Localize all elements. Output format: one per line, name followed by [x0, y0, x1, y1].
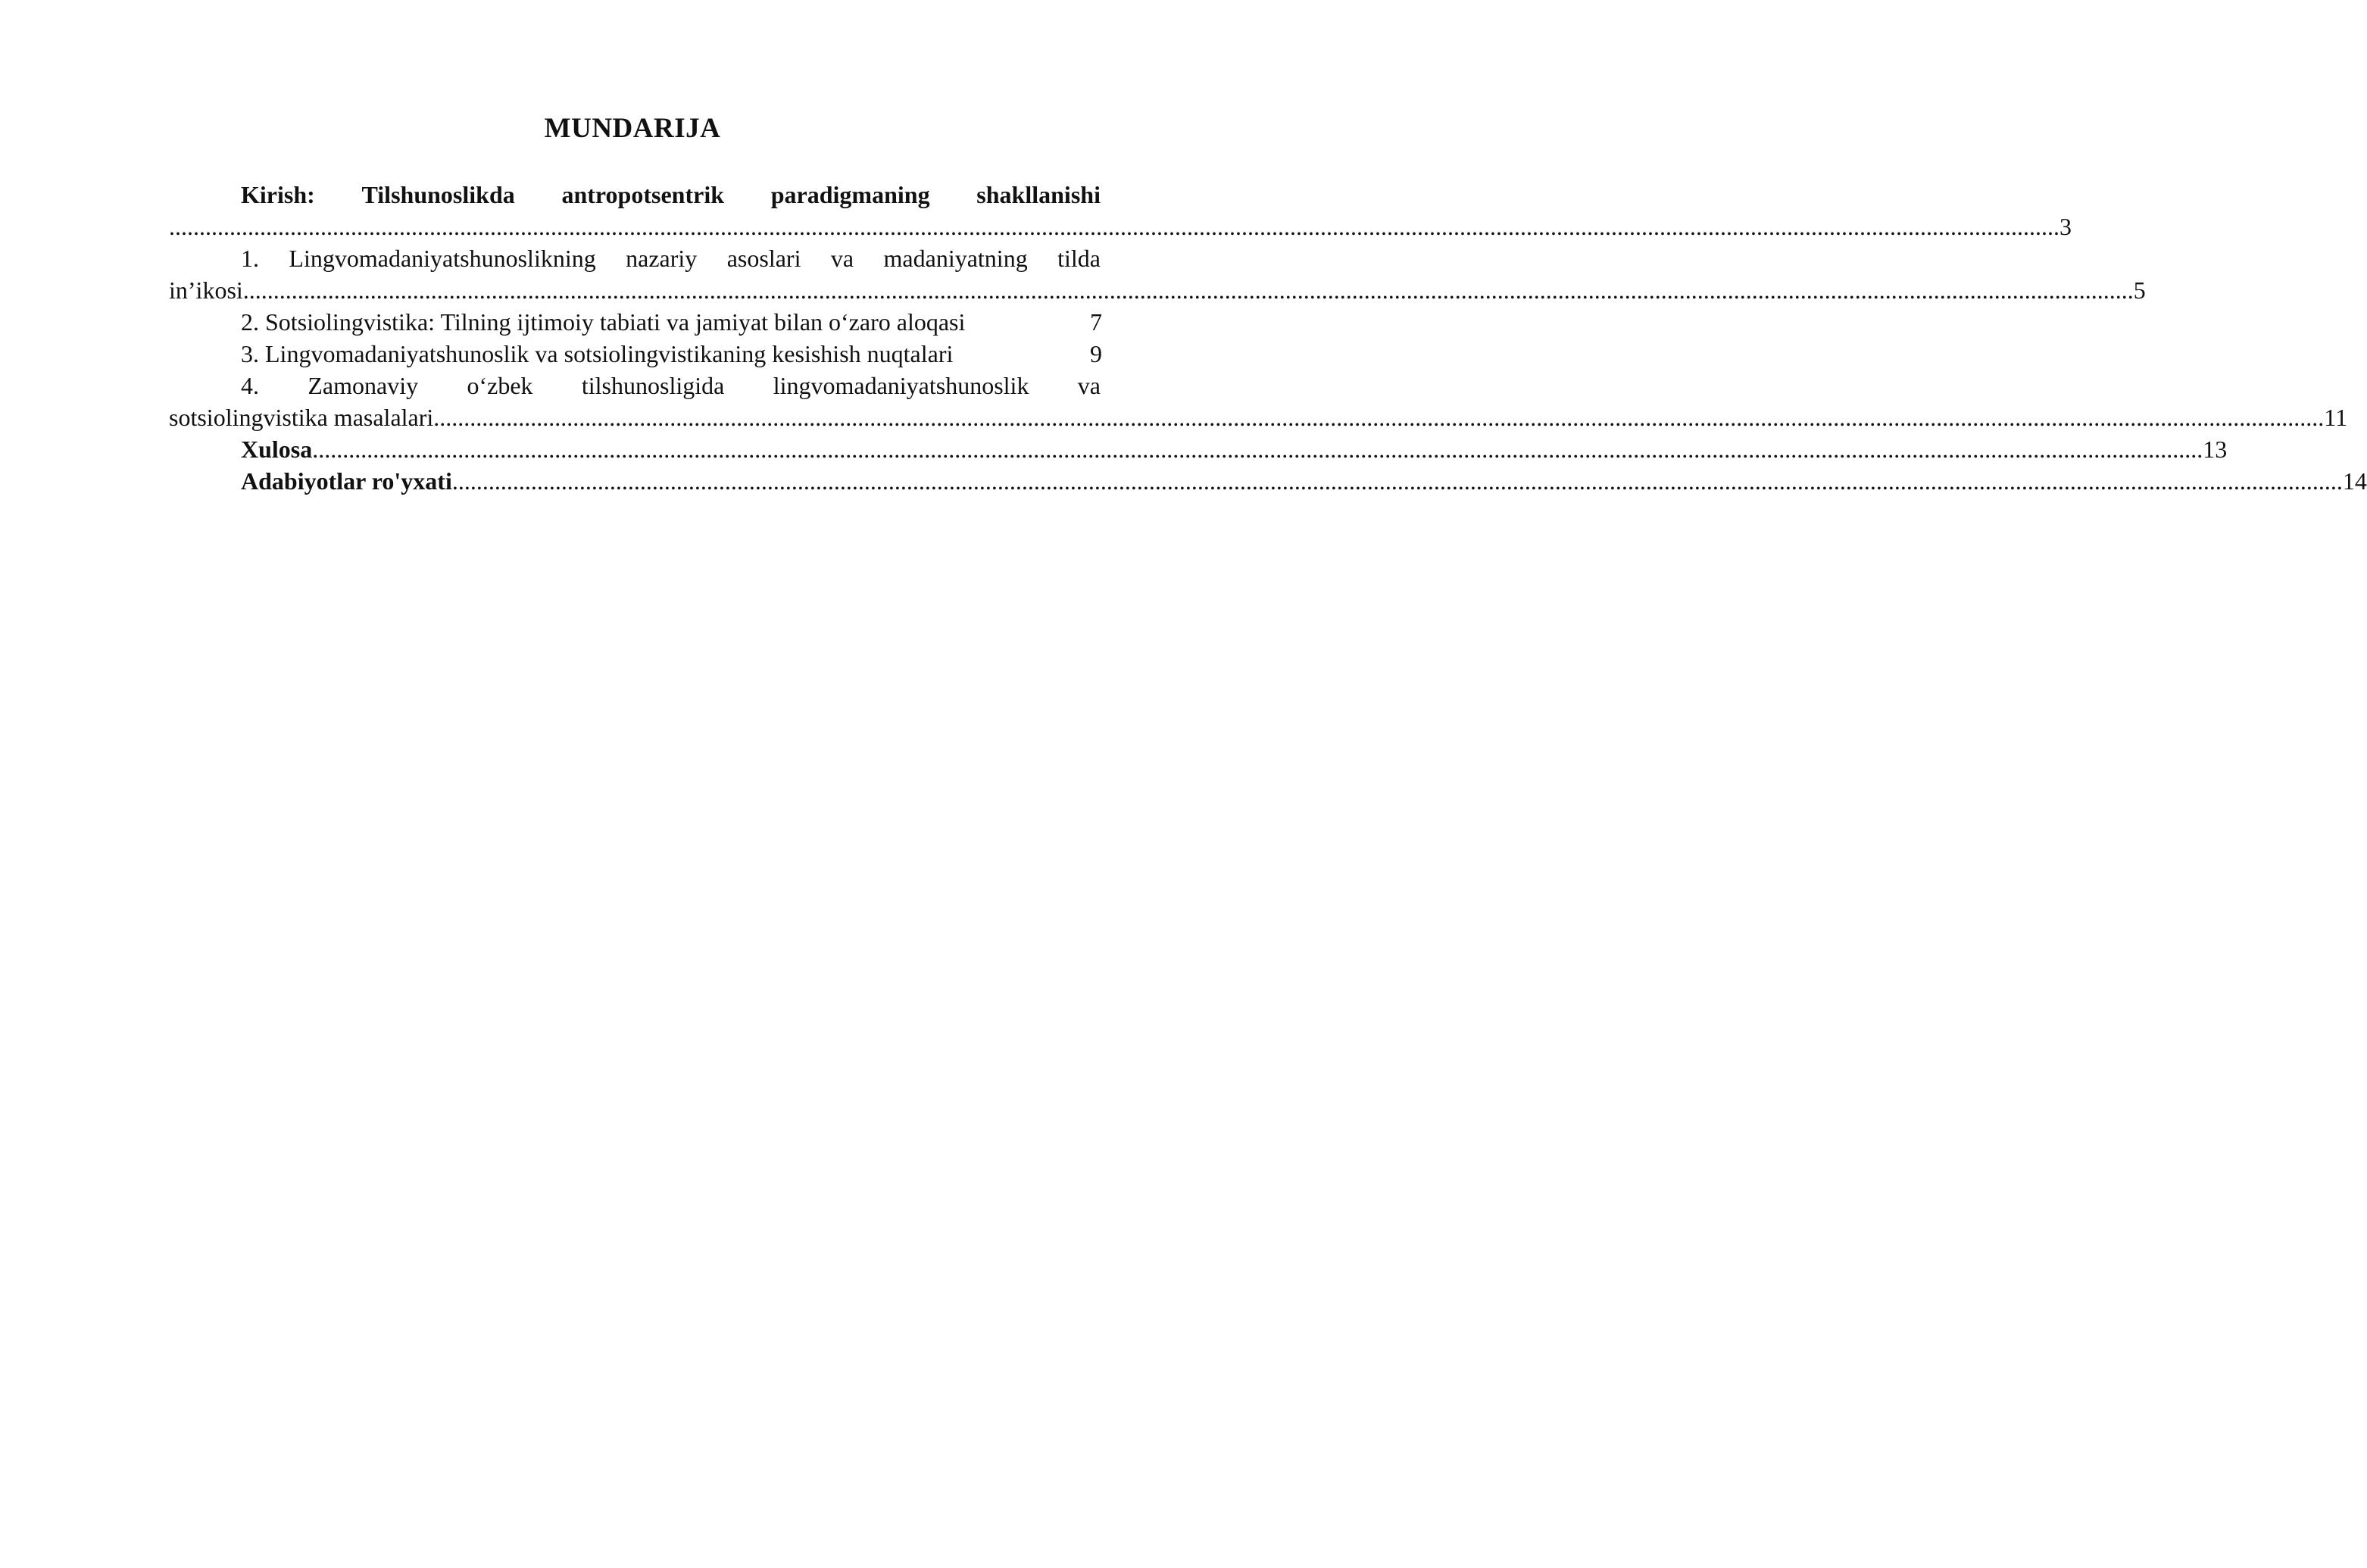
toc-word: tilshunosligida	[581, 372, 725, 399]
toc-word: lingvomadaniyatshunoslik	[773, 372, 1029, 399]
toc-entry-text: sotsiolingvistika masalalari	[169, 404, 434, 431]
toc-entry-2	[169, 306, 1101, 338]
toc-word: o‘zbek	[467, 372, 533, 399]
toc-word: Zamonaviy	[308, 372, 419, 399]
table-of-contents	[169, 179, 2367, 497]
dot-leader	[433, 401, 2324, 433]
toc-word: paradigmaning	[770, 181, 930, 208]
dot-leader	[452, 465, 2343, 497]
toc-page-number: 14	[2342, 467, 2367, 495]
toc-word: 1.	[241, 245, 259, 272]
dot-leader	[243, 274, 2134, 306]
toc-entry-text: 2. Sotsiolingvistika: Tilning ijtimoiy tabiati va jamiyat bilan o‘zaro aloqasi	[241, 308, 966, 336]
toc-word: madaniyatning	[883, 245, 1028, 272]
dot-leader	[312, 433, 2203, 465]
toc-entry-text: 3. Lingvomadaniyatshunoslik va sotsiolingvistikaning kesishish nuqtalari	[241, 340, 954, 367]
toc-word: Lingvomadaniyatshunoslikning	[289, 245, 596, 272]
toc-page-number: 3	[2059, 213, 2072, 240]
toc-word: va	[830, 245, 854, 272]
toc-word: va	[1077, 372, 1101, 399]
toc-page-number: 11	[2324, 404, 2348, 431]
toc-entry-4-line1	[169, 370, 1101, 401]
toc-word: asoslari	[726, 245, 801, 272]
toc-entry-intro-line1	[169, 179, 1101, 211]
toc-entry-text: Adabiyotlar ro'yxati	[241, 467, 452, 495]
toc-entry-text: in’ikosi	[169, 276, 243, 304]
toc-entry-conclusion	[169, 433, 2228, 465]
toc-word: antropotsentrik	[561, 181, 724, 208]
toc-page-number: 5	[2133, 276, 2146, 304]
toc-word: Kirish:	[241, 181, 315, 208]
toc-word: Tilshunoslikda	[361, 181, 515, 208]
toc-page-number: 9	[1090, 340, 1102, 367]
toc-entry-text: Xulosa	[241, 436, 313, 463]
toc-word: nazariy	[626, 245, 698, 272]
toc-page-number: 7	[1090, 308, 1102, 336]
toc-entry-intro-line2	[169, 211, 2072, 242]
toc-page-number: 13	[2203, 436, 2228, 463]
toc-entry-3	[169, 338, 1101, 370]
toc-entry-references	[169, 465, 2367, 497]
toc-word: 4.	[241, 372, 259, 399]
page-title: MUNDARIJA	[544, 113, 721, 144]
toc-word: shakllanishi	[976, 181, 1101, 208]
toc-entry-1-line1	[169, 242, 1101, 274]
toc-entry-4-line2	[169, 401, 2348, 433]
toc-entry-1-line2	[169, 274, 2146, 306]
toc-word: tilda	[1057, 245, 1101, 272]
dot-leader	[169, 211, 2059, 242]
